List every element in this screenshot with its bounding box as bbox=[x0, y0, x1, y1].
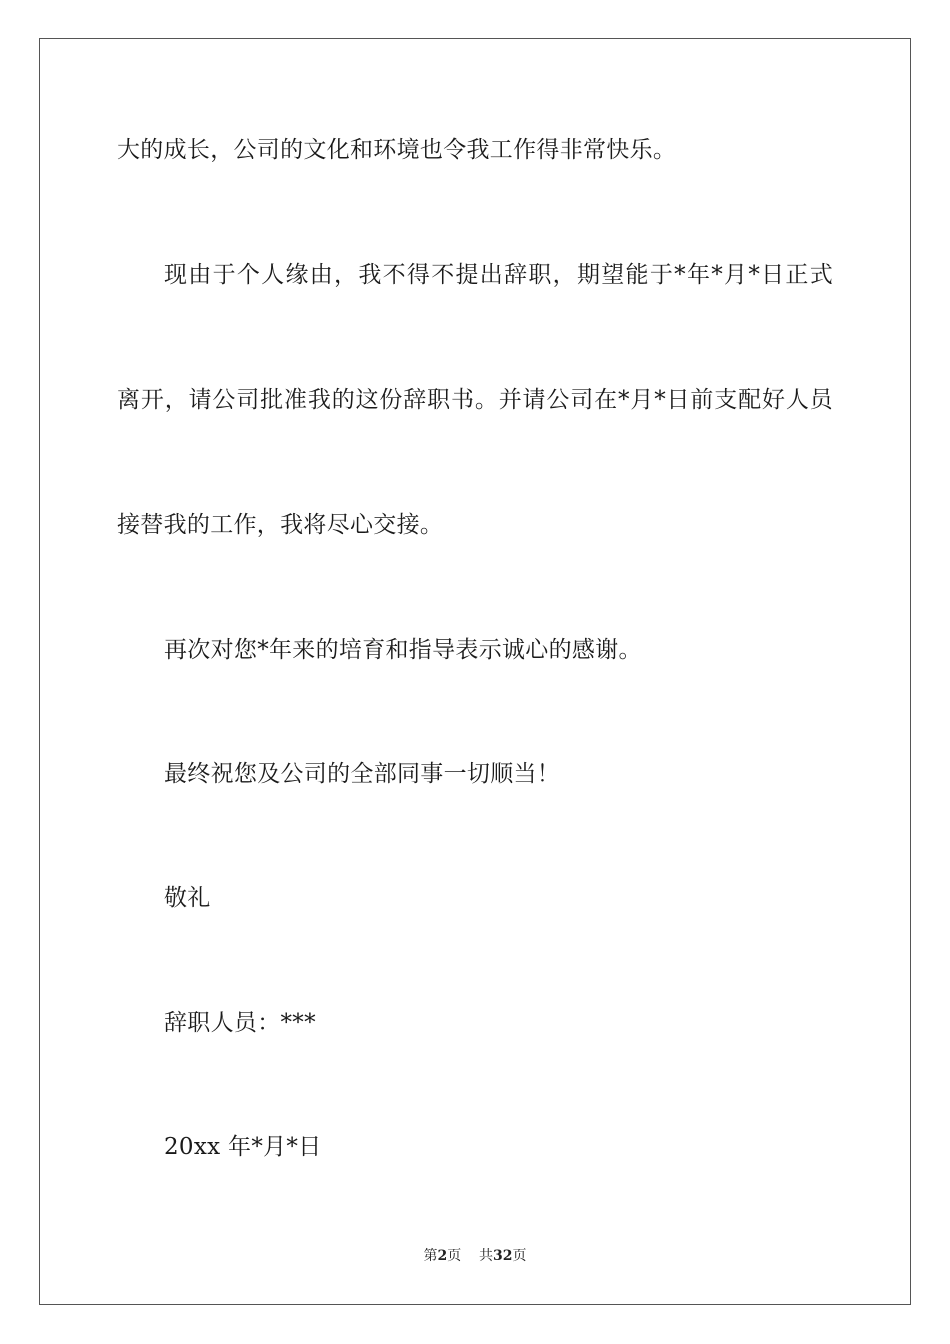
signature-line: 辞职人员：*** bbox=[164, 1010, 316, 1036]
paragraph-line: 离开，请公司批准我的这份辞职书。并请公司在*月*日前支配好人员 bbox=[117, 387, 833, 413]
paragraph-line: 再次对您*年来的培育和指导表示诚心的感谢。 bbox=[164, 637, 642, 663]
paragraph-line: 大的成长，公司的文化和环境也令我工作得非常快乐。 bbox=[117, 137, 677, 163]
paragraph-line: 现由于个人缘由，我不得不提出辞职，期望能于*年*月*日正式 bbox=[164, 262, 833, 288]
page-footer bbox=[0, 1247, 950, 1265]
total-label-suffix: 页 bbox=[512, 1248, 527, 1264]
page-label-prefix: 第 bbox=[423, 1248, 438, 1264]
page-border bbox=[39, 38, 911, 1305]
total-pages-number: 32 bbox=[493, 1248, 513, 1264]
paragraph-line: 最终祝您及公司的全部同事一切顺当！ bbox=[164, 761, 561, 787]
current-page-number: 2 bbox=[437, 1248, 448, 1264]
page-label-suffix: 页 bbox=[447, 1248, 462, 1264]
total-label-prefix: 共 bbox=[479, 1248, 494, 1264]
closing-salutation: 敬礼 bbox=[164, 885, 211, 911]
date-line: 20xx 年*月*日 bbox=[164, 1134, 322, 1160]
paragraph-line: 接替我的工作，我将尽心交接。 bbox=[117, 512, 444, 538]
